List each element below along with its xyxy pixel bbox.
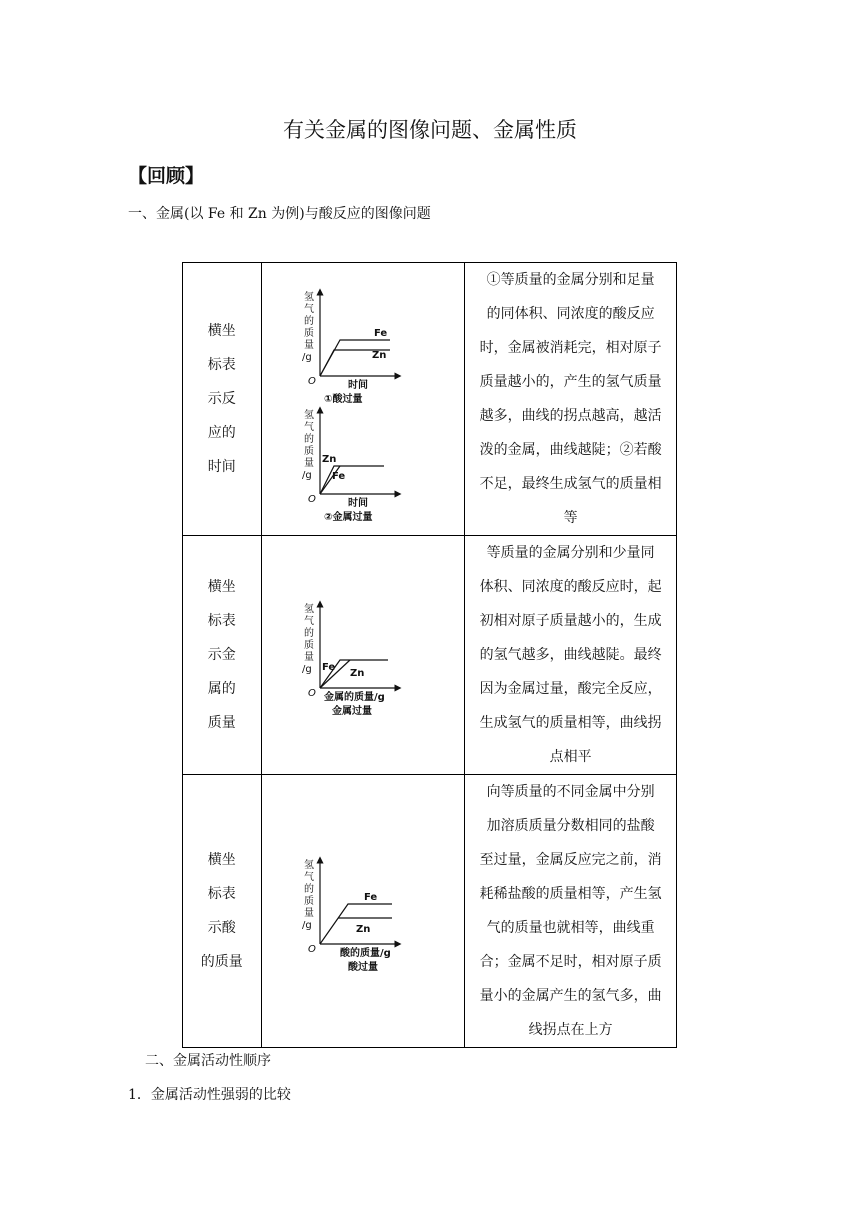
section-review-heading: 【回顾】	[128, 165, 205, 187]
ylabel-unit: /g	[301, 469, 312, 481]
label-line: 的质量	[200, 954, 243, 970]
desc-line: 至过量，金属反应完之前，消	[479, 852, 662, 868]
zn-label: Zn	[349, 668, 365, 679]
desc-line: 线拐点在上方	[528, 1022, 613, 1038]
ylabel-char: 的	[303, 315, 314, 327]
desc-line: 合；金属不足时，相对原子质	[479, 954, 662, 970]
desc-line: 的氢气越多，曲线越陡。最终	[479, 647, 662, 663]
graph-metal-mass	[288, 590, 438, 720]
row-label-acid-mass	[183, 775, 262, 1048]
label-line: 质量	[207, 715, 236, 731]
zn-label: Zn	[355, 924, 371, 935]
label-line: 应的	[207, 425, 236, 441]
xlabel: 时间	[347, 497, 368, 509]
graph-cell-acid-mass	[261, 775, 465, 1048]
ylabel-char: 氢	[303, 860, 314, 871]
fe-label: Fe	[363, 892, 378, 903]
label-line: 示反	[207, 391, 236, 407]
row-desc-time	[465, 263, 677, 536]
label-line: 横坐	[207, 852, 236, 868]
origin-label: O	[307, 375, 316, 387]
page-title: 有关金属的图像问题、金属性质	[283, 118, 577, 142]
origin-label: O	[307, 944, 316, 955]
desc-line: 气的质量也就相等，曲线重	[486, 920, 655, 936]
ylabel-char: 氢	[303, 409, 314, 421]
ylabel-char: 量	[303, 652, 314, 663]
graph-acid-mass	[288, 846, 438, 976]
label-line: 示金	[207, 647, 236, 663]
desc-line: 初相对原子质量越小的，生成	[479, 613, 662, 629]
fe-label: Fe	[331, 470, 346, 482]
label-line: 时间	[207, 459, 236, 475]
desc-line: 生成氢气的质量相等，曲线拐	[479, 715, 662, 731]
ylabel-unit: /g	[301, 664, 312, 675]
zn-label: Zn	[321, 453, 337, 465]
label-line: 标表	[207, 886, 236, 902]
graph-caption: ②金属过量	[323, 511, 373, 523]
graph-caption: 金属过量	[331, 706, 372, 717]
ylabel-char: 的	[303, 433, 314, 445]
desc-line: 不足，最终生成氢气的质量相	[479, 476, 662, 492]
desc-line: 等质量的金属分别和少量同	[486, 545, 655, 561]
heading-activity-comparison: 1．金属活动性强弱的比较	[128, 1087, 291, 1103]
label-line: 示酸	[207, 920, 236, 936]
graph-cell-time	[261, 263, 465, 536]
ylabel-char: 质	[303, 445, 314, 457]
ylabel-unit: /g	[301, 920, 312, 931]
ylabel-char: 质	[303, 896, 314, 907]
origin-label: O	[307, 493, 316, 505]
ylabel-char: 气	[303, 872, 314, 883]
ylabel-char: 的	[303, 628, 314, 639]
ylabel-char: 气	[303, 421, 314, 433]
table-row	[183, 536, 677, 775]
ylabel-char: 质	[303, 640, 314, 651]
row-label-metal-mass	[183, 536, 262, 775]
desc-line: 的同体积、同浓度的酸反应	[486, 306, 655, 322]
origin-label: O	[307, 688, 316, 699]
desc-line: 点相平	[549, 749, 592, 765]
ylabel-unit: /g	[301, 351, 312, 363]
ylabel-char: 的	[303, 884, 314, 895]
ylabel-char: 质	[303, 327, 314, 339]
ylabel-char: 氢	[303, 291, 314, 303]
ylabel-char: 气	[303, 303, 314, 315]
desc-line: 因为金属过量，酸完全反应，	[479, 681, 662, 697]
graph-table	[182, 262, 677, 1048]
desc-line: 时，金属被消耗完，相对原子	[479, 340, 662, 356]
label-line: 横坐	[207, 323, 236, 339]
table-row	[183, 775, 677, 1048]
label-line: 横坐	[207, 579, 236, 595]
desc-line: 泼的金属，曲线越陡；②若酸	[479, 442, 662, 458]
label-line: 标表	[207, 613, 236, 629]
fe-label: Fe	[373, 327, 388, 339]
heading-activity-series: 二、金属活动性顺序	[145, 1053, 271, 1069]
desc-line: 向等质量的不同金属中分别	[486, 784, 655, 800]
ylabel-char: 量	[303, 908, 314, 919]
desc-line: ①等质量的金属分别和足量	[486, 272, 655, 288]
desc-line: 质量越小的，产生的氢气质量	[479, 374, 662, 390]
zn-label: Zn	[371, 349, 387, 361]
ylabel-char: 量	[303, 457, 314, 469]
desc-line: 体积、同浓度的酸反应时，起	[479, 579, 662, 595]
row-desc-metal-mass	[465, 536, 677, 775]
ylabel-char: 量	[303, 339, 314, 351]
graph-acid-excess	[302, 290, 398, 405]
row-desc-acid-mass	[465, 775, 677, 1048]
label-line: 属的	[207, 681, 236, 697]
desc-line: 越多，曲线的拐点越高，越活	[479, 408, 662, 424]
desc-line: 量小的金属产生的氢气多，曲	[479, 988, 662, 1004]
graph-metal-excess	[302, 408, 398, 523]
graph-cell-metal-mass	[261, 536, 465, 775]
label-line: 标表	[207, 357, 236, 373]
xlabel: 时间	[347, 379, 368, 391]
graph-caption: ①酸过量	[323, 393, 363, 405]
graph-caption: 酸过量	[347, 962, 378, 973]
graph-time	[288, 272, 438, 527]
heading-metal-acid-graphs: 一、金属(以 Fe 和 Zn 为例)与酸反应的图像问题	[128, 206, 431, 222]
desc-line: 加溶质质量分数相同的盐酸	[486, 818, 655, 834]
xlabel: 金属的质量/g	[323, 692, 385, 703]
ylabel-char: 氢	[303, 604, 314, 615]
desc-line: 等	[563, 510, 578, 526]
row-label-time	[183, 263, 262, 536]
xlabel: 酸的质量/g	[339, 948, 391, 959]
table-row	[183, 263, 677, 536]
fe-label: Fe	[321, 662, 336, 673]
ylabel-char: 气	[303, 616, 314, 627]
desc-line: 耗稀盐酸的质量相等，产生氢	[479, 886, 662, 902]
